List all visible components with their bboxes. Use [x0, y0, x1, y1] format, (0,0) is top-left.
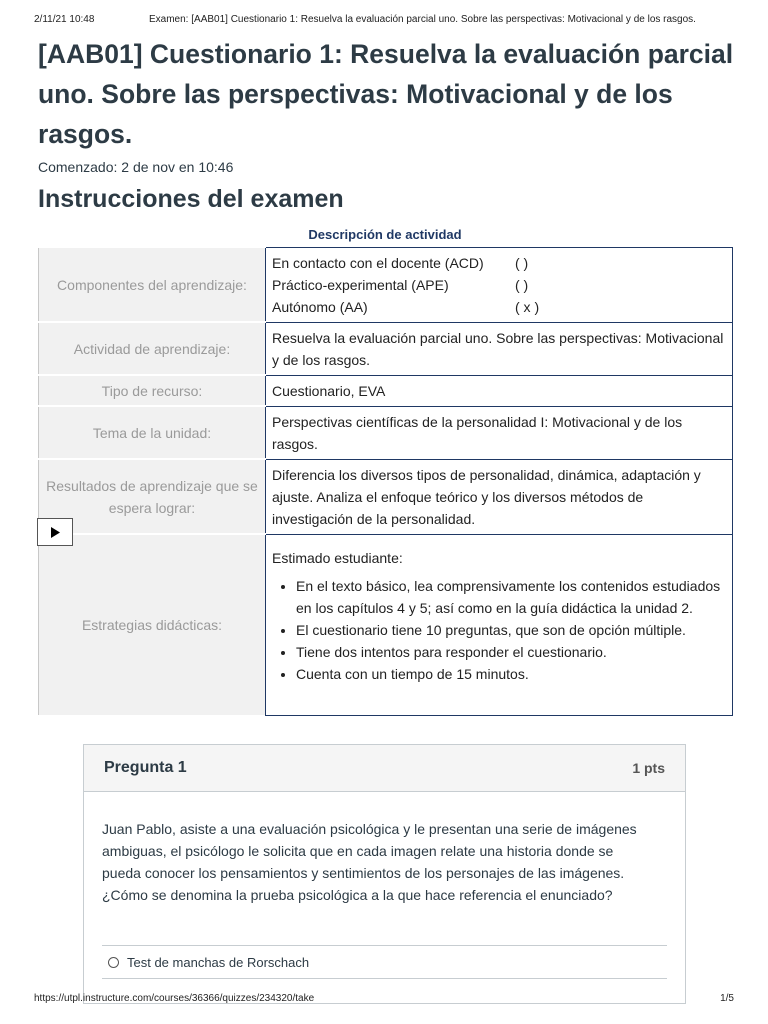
strategies-label: Estrategias didácticas: — [39, 534, 266, 715]
results-value: Diferencia los diversos tipos de personalidad, dinámica, adaptación y ajuste. Analiza el enfoque teórico y los diversos métodos de investigación de la personalidad. — [266, 459, 733, 534]
component-line-acd — [272, 252, 726, 274]
components-label: Componentes del aprendizaje: — [39, 247, 266, 322]
component-name: En contacto con el docente (ACD) — [272, 254, 484, 271]
component-line-aa — [272, 296, 726, 318]
activity-value: Resuelva la evaluación parcial uno. Sobre las perspectivas: Motivacional y de los rasgos. — [266, 322, 733, 375]
print-page-number: 1/5 — [720, 993, 734, 1004]
component-line-ape — [272, 274, 726, 296]
question-header — [84, 745, 685, 792]
component-name: Práctico-experimental (APE) — [272, 276, 449, 293]
component-mark: ( x ) — [515, 298, 540, 315]
table-row-activity — [39, 322, 733, 375]
table-row-topic — [39, 406, 733, 459]
answer-label: Test de manchas de Rorschach — [127, 954, 310, 970]
strategies-list — [272, 575, 726, 685]
component-mark: ( ) — [515, 276, 529, 293]
question-text: Juan Pablo, asiste a una evaluación psicológica y le presentan una serie de imágenes ambiguas, el psicólogo le solicita que en cada imagen relate una historia donde se pueda conocer los pensamientos y sentimientos de los personajes de las imágenes. ¿Cómo se denomina la prueba psicológica a la que hace referencia el enunciado? — [102, 821, 637, 903]
table-row-resource — [39, 375, 733, 406]
component-mark: ( ) — [515, 254, 529, 271]
topic-label: Tema de la unidad: — [39, 406, 266, 459]
topic-value: Perspectivas científicas de la personalidad I: Motivacional y de los rasgos. — [266, 406, 733, 459]
play-button[interactable] — [37, 518, 73, 546]
table-row-results — [39, 459, 733, 534]
instructions-heading: Instrucciones del examen — [38, 185, 344, 213]
page-title: [AAB01] Cuestionario 1: Resuelva la evaluación parcial uno. Sobre las perspectivas: Motivacional y de los rasgos. — [38, 39, 734, 149]
print-url: https://utpl.instructure.com/courses/36366/quizzes/234320/take — [34, 993, 315, 1004]
component-name: Autónomo (AA) — [272, 298, 368, 315]
question-points: 1 pts — [632, 760, 665, 776]
print-date: 2/11/21 10:48 — [34, 14, 95, 25]
print-document-title: Examen: [AAB01] Cuestionario 1: Resuelva la evaluación parcial uno. Sobre las perspectivas: Motivacional y de los rasgos. — [149, 14, 696, 25]
list-item: • En el texto básico, lea comprensivamente los contenidos estudiados en los capítulos 4 y 5; así como en la guía didáctica la unidad 2. — [296, 575, 726, 619]
play-icon — [50, 527, 60, 538]
activity-description-table — [38, 246, 733, 716]
list-item: • Tiene dos intentos para responder el cuestionario. — [296, 641, 726, 663]
started-timestamp: Comenzado: 2 de nov en 10:46 — [38, 159, 234, 175]
components-value — [266, 247, 733, 322]
strategies-value — [266, 534, 733, 715]
activity-label: Actividad de aprendizaje: — [39, 322, 266, 375]
answer-option[interactable] — [102, 945, 667, 979]
radio-button[interactable] — [108, 957, 119, 968]
question-title: Pregunta 1 — [104, 759, 187, 776]
answer-list — [102, 945, 667, 979]
print-header — [34, 14, 734, 25]
results-label: Resultados de aprendizaje que se espera lograr: — [39, 459, 266, 534]
resource-value: Cuestionario, EVA — [266, 375, 733, 406]
question-card — [83, 744, 686, 1004]
strategies-intro: Estimado estudiante: — [272, 549, 403, 566]
list-item: • El cuestionario tiene 10 preguntas, que son de opción múltiple. — [296, 619, 726, 641]
resource-label: Tipo de recurso: — [39, 375, 266, 406]
table-caption: Descripción de actividad — [308, 227, 462, 242]
list-item: • Cuenta con un tiempo de 15 minutos. — [296, 663, 726, 685]
table-row-strategies — [39, 534, 733, 715]
table-row-components — [39, 247, 733, 322]
print-footer — [34, 993, 734, 1004]
